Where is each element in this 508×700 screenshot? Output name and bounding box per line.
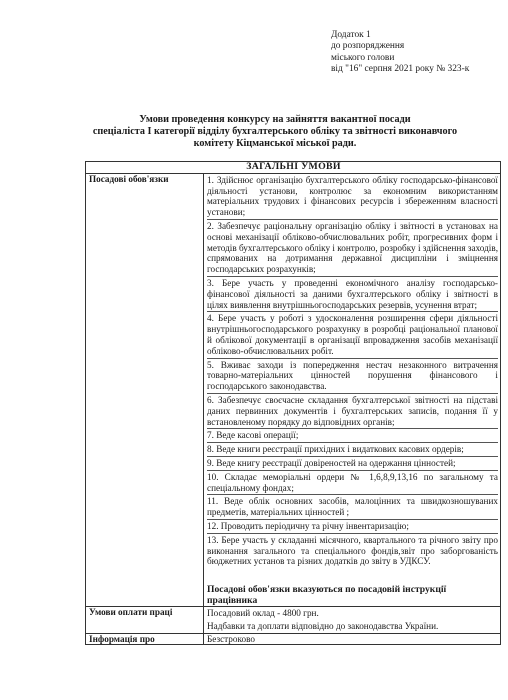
- title-line: комітету Кіцманської міської ради.: [193, 138, 357, 149]
- duty-item: 7. Веде касові операції;: [207, 429, 498, 443]
- duty-item: 2. Забезпечує раціональну організацію обліку і звітності в установах на основі механізації обліково-обчислювальних робіт, прогресивних форм і методів бухгалтерського обліку і контролю, розробку і здійснення заходів, спрямованих на дотримання державної дисципліни і зміцнення господарських розрахунків;: [207, 220, 498, 277]
- info-row: [86, 633, 501, 645]
- duty-item: 8. Веде книги реєстрації прихідних і видаткових касових ордерів;: [207, 443, 498, 457]
- title-line: спеціаліста І категорії відділу бухгалтерського обліку та звітності виконавчого: [92, 126, 458, 137]
- addendum-line: Додаток 1: [331, 30, 371, 40]
- addendum-line: міського голови: [331, 52, 395, 63]
- pay-row: [86, 607, 501, 634]
- duty-item: 9. Веде книгу реєстрації довіреностей на одержання цінностей;: [207, 457, 498, 471]
- pay-line: Посадовий оклад - 4800 грн.: [207, 608, 319, 619]
- duty-item: 5. Вживає заходи із попередження нестач незаконного витрачення товарно-матеріальних цінностей порушення фінансового і господарського законодавства.: [207, 359, 498, 394]
- document-title: [60, 114, 490, 150]
- duty-item: 13. Бере участь у складанні місячного, квартального та річного звіту про виконання загального та спеціального фондів,звіт про заборгованість бюджетних установ та різних додатків до звіту в УДКСУ.: [207, 534, 498, 567]
- pay-line: Надбавки та доплати відповідно до законодавства України.: [207, 620, 439, 631]
- duties-row: [86, 173, 501, 606]
- duty-item: 3. Бере участь у проведенні економічного аналізу господарсько-фінансової діяльності за даними бухгалтерського обліку і звітності в цілях виявлення внутрішньогосподарських резервів, усунення втрат;: [207, 277, 498, 312]
- conditions-table: [85, 161, 501, 645]
- duty-item: 12. Проводить періодичну та річну інвентаризацію;: [207, 520, 498, 534]
- duty-item: 11. Веде облік основних засобів, малоцінних та швидкозношуваних предметів, матеріальних цінностей ;: [207, 495, 498, 520]
- addendum-line: до розпорядження: [331, 41, 405, 52]
- info-value: Безстроково: [204, 633, 501, 645]
- info-label: Інформація про: [86, 633, 204, 645]
- table-header: ЗАГАЛЬНІ УМОВИ: [86, 162, 501, 174]
- title-line: Умови проведення конкурсу на зайняття вакантної посади: [139, 114, 411, 125]
- addendum-block: [331, 30, 469, 76]
- duties-note: Посадові обов'язки вказуються по посадовій інструкції працівника: [207, 584, 447, 607]
- duty-item: 10. Складає меморіальні ордери № 1,6,8,9,13,16 по загальному та спеціальному фондах;: [207, 471, 498, 496]
- pay-label: Умови оплати праці: [86, 607, 204, 634]
- duty-item: 1. Здійснює організацію бухгалтерського обліку господарсько-фінансової діяльності установи, контролює за економним використанням матеріальних трудових і фінансових ресурсів і збереженням власності установи;: [207, 174, 498, 220]
- table-header-row: [86, 162, 501, 174]
- addendum-line: від "16" серпня 2021 року № 323-к: [331, 64, 470, 75]
- duties-cell: [204, 173, 501, 606]
- pay-cell: [204, 607, 501, 634]
- duties-label: Посадові обов'язки: [86, 173, 204, 606]
- duty-item: 4. Бере участь у роботі з удосконалення розширення сфери діяльності внутрішньогосподарського розрахунку в розробці раціональної планової й облікової документації в організації впровадження засобів механізації обліково-обчислювальних робіт.: [207, 312, 498, 358]
- duty-item: 6. Забезпечує своєчасне складання бухгалтерської звітності на підставі даних первинних документів і бухгалтерських записів, подання її у встановленому порядку до відповідних органів;: [207, 394, 498, 429]
